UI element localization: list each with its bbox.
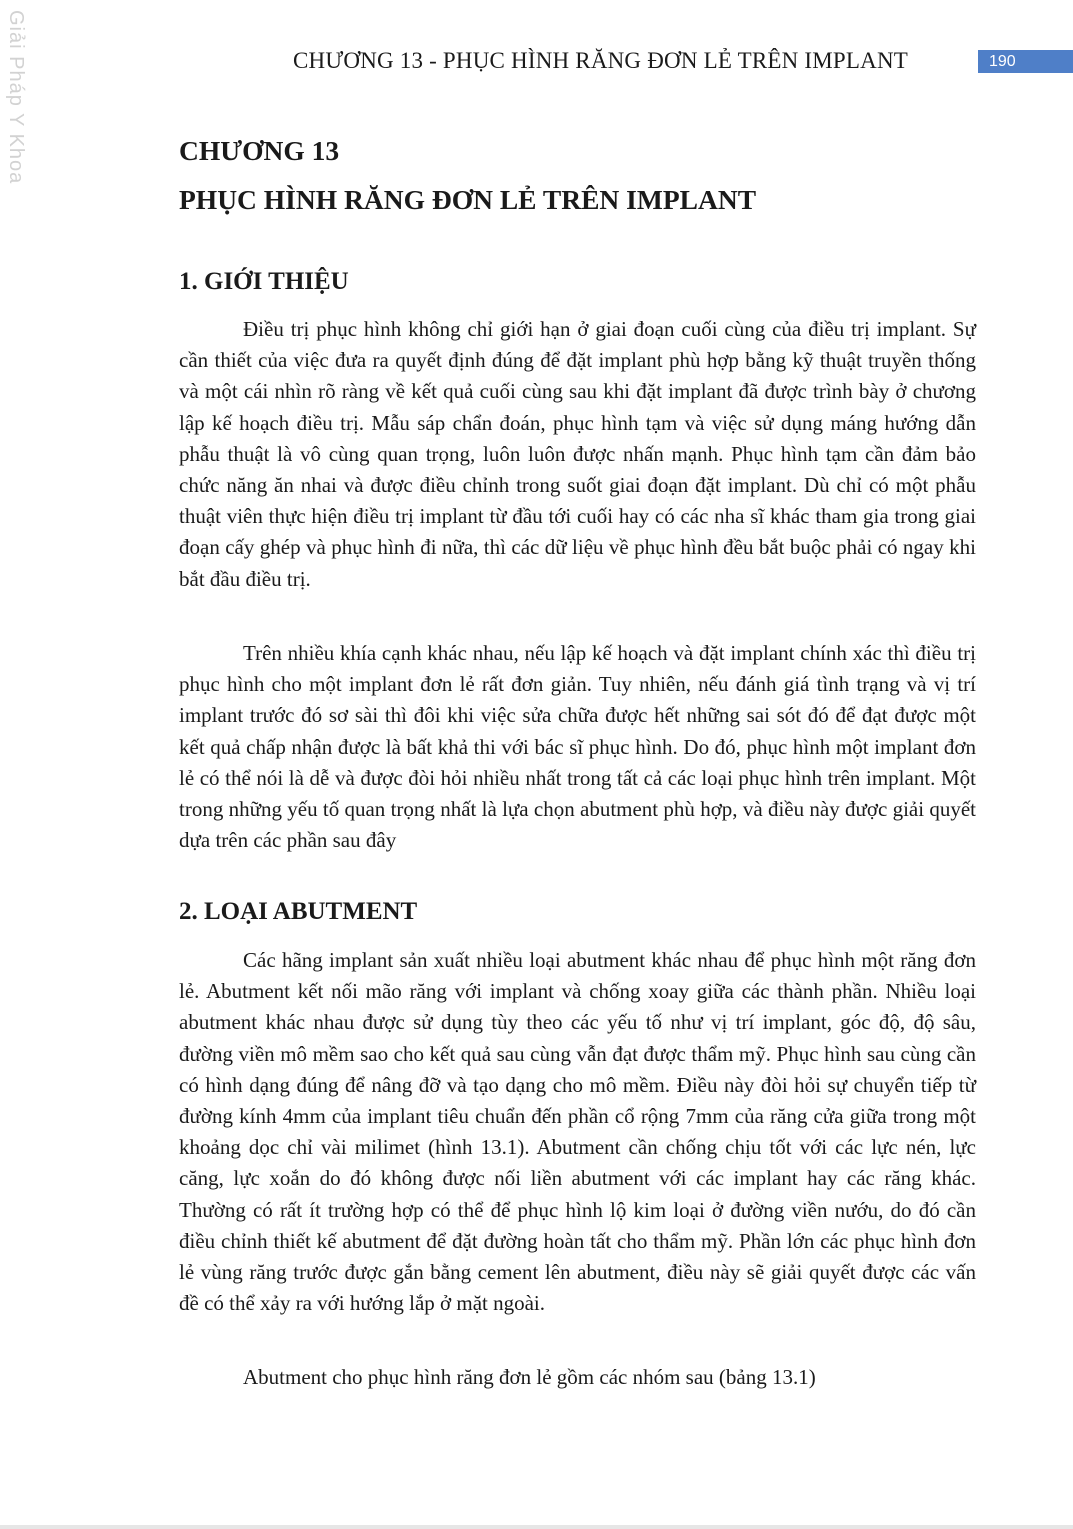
paragraph: Abutment cho phục hình răng đơn lẻ gồm các nhóm sau (bảng 13.1) — [243, 1365, 816, 1389]
paragraph: Điều trị phục hình không chỉ giới hạn ở giai đoạn cuối cùng của điều trị implant. Sự cần thiết của việc đưa ra quyết định đúng để đặt implant phù hợp bằng kỹ thuật truyền thống và một cái nhìn rõ ràng về kết quả cuối cùng sau khi đặt implant đã được trình bày ở chương lập kế hoạch điều trị. Mẫu sáp chẩn đoán, phục hình tạm và việc sử dụng máng hướng dẫn phẫu thuật là vô cùng quan trọng, luôn luôn được nhấn mạnh. Phục hình tạm cần đảm bảo chức năng ăn nhai và được điều chỉnh trong suốt giai đoạn đặt implant. Dù chỉ có một phẫu thuật viên thực hiện điều trị implant từ đầu tới cuối hay có các nha sĩ khác tham gia trong giai đoạn cấy ghép và phục hình đi nữa, thì các dữ liệu về phục hình đều bắt buộc phải có ngay khi bắt đầu điều trị. — [179, 317, 976, 591]
chapter-number: CHƯƠNG 13 — [179, 135, 340, 166]
watermark-text: Giải Pháp Y Khoa — [5, 10, 27, 185]
running-header: CHƯƠNG 13 - PHỤC HÌNH RĂNG ĐƠN LẺ TRÊN IMPLANT — [293, 48, 909, 73]
page-number-badge: 190 — [978, 50, 1073, 73]
paragraph: Các hãng implant sản xuất nhiều loại abutment khác nhau để phục hình một răng đơn lẻ. Abutment kết nối mão răng với implant và chống xoay giữa các thành phần. Nhiều loại abutment khác nhau được sử dụng tùy theo các yếu tố như vị trí implant, góc độ, độ sâu, đường viền mô mềm sao cho kết quả sau cùng vẫn đạt được thẩm mỹ. Phục hình sau cùng cần có hình dạng đúng để nâng đỡ và tạo dạng cho mô mềm. Điều này đòi hỏi sự chuyển tiếp từ đường kính 4mm của implant tiêu chuẩn đến phần cổ rộng 7mm của răng cửa giữa trong một khoảng dọc chỉ vài milimet (hình 13.1). Abutment cần chống chịu tốt với các lực nén, lực căng, lực xoắn do đó không được nối liền abutment với các implant hay các răng khác. Thường có rất ít trường hợp có thể để phục hình lộ kim loại ở đường viền nướu, do đó cần điều chỉnh thiết kế abutment để đặt đường hoàn tất cho thẩm mỹ. Phần lớn các phục hình đơn lẻ vùng răng trước được gắn bằng cement lên abutment, điều này sẽ giải quyết được các vấn đề có thể xảy ra với hướng lắp ở mặt ngoài. — [179, 948, 976, 1316]
page-bottom-edge — [0, 1525, 1073, 1529]
chapter-name: PHỤC HÌNH RĂNG ĐƠN LẺ TRÊN IMPLANT — [179, 184, 757, 215]
section-heading-introduction: 1. GIỚI THIỆU — [179, 268, 349, 295]
paragraph: Trên nhiều khía cạnh khác nhau, nếu lập kế hoạch và đặt implant chính xác thì điều trị phục hình cho một implant đơn lẻ rất đơn giản. Tuy nhiên, nếu đánh giá tình trạng và vị trí implant trước đó sơ sài thì đôi khi việc sửa chữa được hết những sai sót đó để đạt được một kết quả chấp nhận được là bất khả thi với bác sĩ phục hình. Do đó, phục hình một implant đơn lẻ có thể nói là dễ và được đòi hỏi nhiều nhất trong tất cả các loại phục hình trên implant. Một trong những yếu tố quan trọng nhất là lựa chọn abutment phù hợp, và điều này được giải quyết dựa trên các phần sau đây — [179, 641, 976, 853]
chapter-title — [179, 126, 756, 224]
section-heading-abutment-types: 2. LOẠI ABUTMENT — [179, 898, 418, 925]
